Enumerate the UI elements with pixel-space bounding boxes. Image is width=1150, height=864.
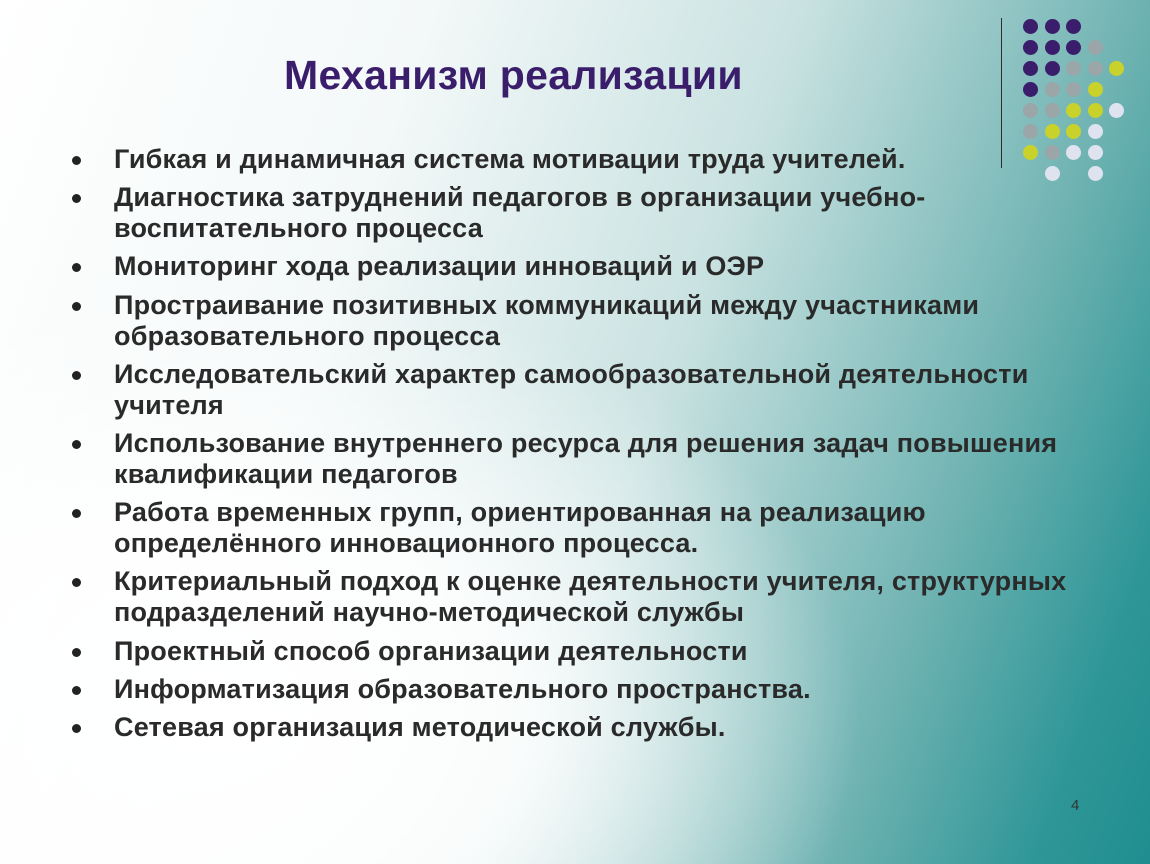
- decorative-dot: [1088, 82, 1103, 97]
- decorative-dot: [1066, 82, 1081, 97]
- decorative-dot: [1066, 103, 1081, 118]
- decorative-dot: [1023, 124, 1038, 139]
- decorative-dot: [1023, 103, 1038, 118]
- decorative-dot: [1088, 61, 1103, 76]
- decorative-dot: [1088, 103, 1103, 118]
- decorative-dot: [1088, 145, 1103, 160]
- list-item-text: Критериальный подход к оценке деятельности учителя, структурных подразделений научно-методической службы: [114, 566, 1067, 628]
- list-item: [70, 636, 1080, 667]
- list-item: [70, 359, 1080, 421]
- bullet-icon: [72, 509, 81, 518]
- list-item: [70, 712, 1080, 743]
- list-item-text: Мониторинг хода реализации инноваций и ОЭР: [114, 251, 765, 282]
- decorative-dot: [1045, 124, 1060, 139]
- decorative-dot: [1045, 61, 1060, 76]
- page-number: 4: [1071, 797, 1080, 814]
- bullet-icon: [72, 578, 81, 587]
- list-item: [70, 497, 1080, 559]
- bullet-icon: [72, 686, 81, 695]
- decorative-dot: [1088, 40, 1103, 55]
- list-item-text: Исследовательский характер самообразовательной деятельности учителя: [114, 358, 1029, 420]
- list-item-text: Простраивание позитивных коммуникаций между участниками образовательного процесса: [114, 289, 980, 351]
- bullet-icon: [72, 194, 81, 203]
- list-item: [70, 566, 1080, 628]
- bullet-icon: [72, 440, 81, 449]
- list-item-text: Работа временных групп, ориентированная на реализацию определённого инновационного процесса.: [114, 497, 926, 559]
- bullet-icon: [72, 648, 81, 657]
- bullet-icon: [72, 263, 81, 272]
- decorative-dot: [1109, 61, 1124, 76]
- list-item: [70, 428, 1080, 490]
- decorative-dot: [1066, 61, 1081, 76]
- list-item-text: Гибкая и динамичная система мотивации труда учителей.: [114, 144, 906, 174]
- list-item-text: Использование внутреннего ресурса для решения задач повышения квалификации педагогов: [114, 427, 1058, 489]
- list-item: [70, 182, 1080, 244]
- decorative-dot: [1088, 124, 1103, 139]
- list-item-text: Информатизация образовательного пространства.: [114, 673, 811, 704]
- bullet-icon: [72, 156, 81, 165]
- decorative-dot: [1045, 40, 1060, 55]
- decorative-dot: [1045, 103, 1060, 118]
- bullet-icon: [72, 302, 81, 311]
- decorative-dot: [1088, 166, 1103, 181]
- decorative-dot: [1045, 19, 1060, 34]
- decorative-dot: [1066, 124, 1081, 139]
- list-item: [70, 251, 1080, 282]
- list-item-text: Диагностика затруднений педагогов в организации учебно-воспитательного процесса: [114, 182, 926, 244]
- decorative-dot: [1023, 61, 1038, 76]
- list-item-text: Сетевая организация методической службы.: [114, 711, 726, 742]
- bullet-icon: [72, 724, 81, 733]
- bullet-list: [70, 144, 1080, 750]
- slide-title: Механизм реализации: [284, 52, 743, 98]
- decorative-dot: [1023, 82, 1038, 97]
- list-item-text: Проектный способ организации деятельности: [114, 635, 748, 666]
- decorative-dot: [1023, 19, 1038, 34]
- decorative-dot: [1109, 103, 1124, 118]
- list-item: [70, 674, 1080, 705]
- decorative-dot: [1023, 40, 1038, 55]
- bullet-icon: [72, 371, 81, 380]
- decorative-dot: [1045, 82, 1060, 97]
- list-item: [70, 290, 1080, 352]
- decorative-dot: [1066, 19, 1081, 34]
- list-item: [70, 144, 1080, 175]
- decorative-dot: [1066, 40, 1081, 55]
